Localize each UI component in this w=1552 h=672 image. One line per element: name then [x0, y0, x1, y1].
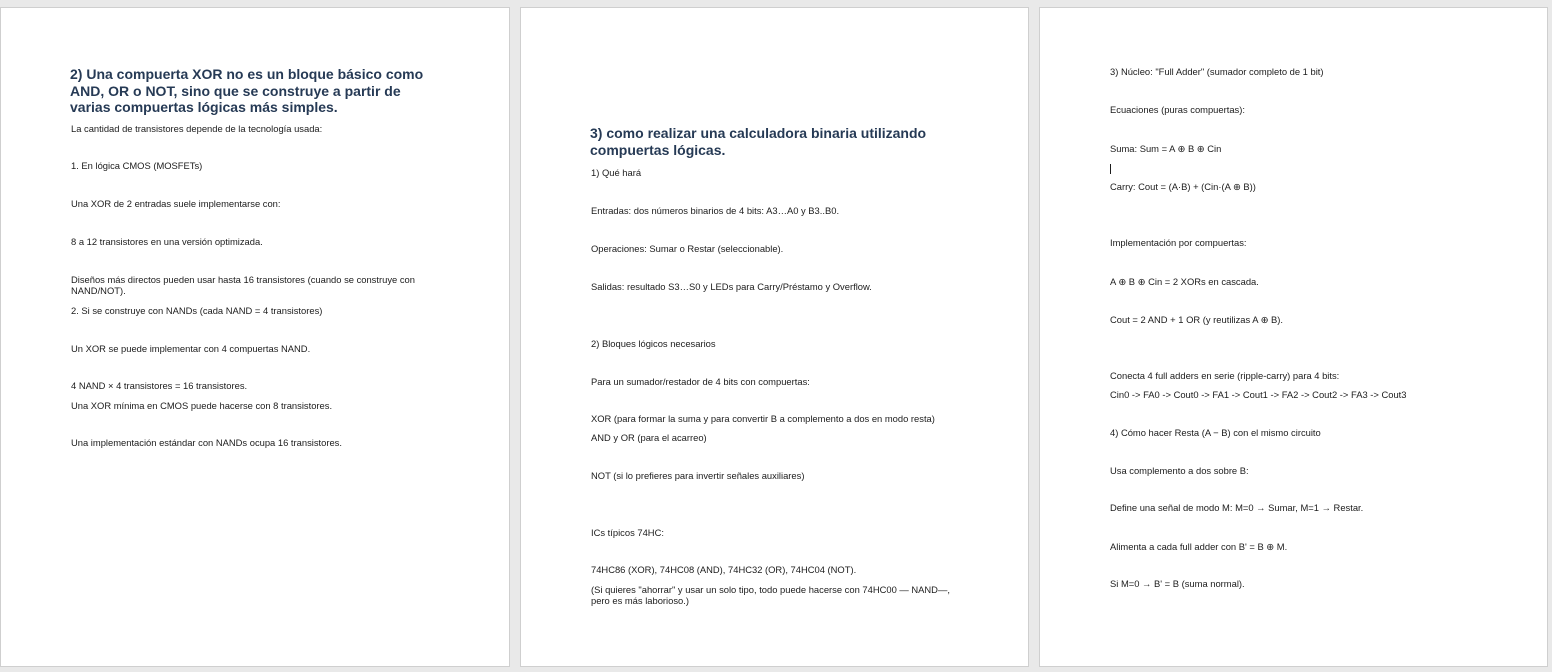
paragraph: 2. Si se construye con NANDs (cada NAND = 4 transistores)	[71, 305, 323, 316]
paragraph: Define una señal de modo M: M=0 → Sumar, M=1 → Restar.	[1110, 502, 1364, 513]
paragraph: (Si quieres "ahorrar" y usar un solo tipo, todo puede hacerse con 74HC00 — NAND—, pero es más laborioso.)	[591, 584, 950, 606]
paragraph: Si M=0 → B' = B (suma normal).	[1110, 578, 1245, 589]
section-heading-calculator: 3) como realizar una calculadora binaria utilizando compuertas lógicas.	[590, 125, 927, 158]
paragraph: XOR (para formar la suma y para convertir B a complemento a dos en modo resta)	[591, 413, 935, 424]
paragraph: Una implementación estándar con NANDs ocupa 16 transistores.	[71, 437, 342, 448]
paragraph: ICs típicos 74HC:	[591, 527, 664, 538]
paragraph: Cin0 -> FA0 -> Cout0 -> FA1 -> Cout1 -> FA2 -> Cout2 -> FA3 -> Cout3	[1110, 389, 1407, 400]
paragraph: Suma: Sum = A ⊕ B ⊕ Cin	[1110, 143, 1222, 154]
paragraph: Usa complemento a dos sobre B:	[1110, 465, 1249, 476]
document-page-3[interactable]	[1039, 7, 1548, 667]
paragraph: La cantidad de transistores depende de la tecnología usada:	[71, 123, 323, 134]
paragraph: Salidas: resultado S3…S0 y LEDs para Carry/Préstamo y Overflow.	[591, 281, 872, 292]
paragraph: 1) Qué hará	[591, 167, 642, 178]
paragraph: Conecta 4 full adders en serie (ripple-carry) para 4 bits:	[1110, 370, 1340, 381]
paragraph: Diseños más directos pueden usar hasta 16 transistores (cuando se construye con NAND/NOT).	[71, 274, 415, 296]
paragraph: Carry: Cout = (A·B) + (Cin·(A ⊕ B))	[1110, 181, 1256, 192]
paragraph: Entradas: dos números binarios de 4 bits: A3…A0 y B3..B0.	[591, 205, 840, 216]
paragraph: 4 NAND × 4 transistores = 16 transistores.	[71, 380, 248, 391]
paragraph: A ⊕ B ⊕ Cin = 2 XORs en cascada.	[1110, 276, 1259, 287]
paragraph: Alimenta a cada full adder con B' = B ⊕ M.	[1110, 541, 1288, 552]
paragraph: 4) Cómo hacer Resta (A − B) con el mismo circuito	[1110, 427, 1321, 438]
paragraph: 74HC86 (XOR), 74HC08 (AND), 74HC32 (OR), 74HC04 (NOT).	[591, 564, 857, 575]
paragraph: Para un sumador/restador de 4 bits con compuertas:	[591, 376, 810, 387]
paragraph: 1. En lógica CMOS (MOSFETs)	[71, 160, 203, 171]
paragraph: Operaciones: Sumar o Restar (seleccionable).	[591, 243, 784, 254]
document-page-1[interactable]	[0, 7, 510, 667]
paragraph: Una XOR mínima en CMOS puede hacerse con 8 transistores.	[71, 400, 333, 411]
paragraph: 8 a 12 transistores en una versión optimizada.	[71, 236, 263, 247]
paragraph: Implementación por compuertas:	[1110, 237, 1247, 248]
paragraph: Un XOR se puede implementar con 4 compuertas NAND.	[71, 343, 311, 354]
paragraph: Ecuaciones (puras compuertas):	[1110, 104, 1245, 115]
paragraph: AND y OR (para el acarreo)	[591, 432, 707, 443]
section-heading-xor: 2) Una compuerta XOR no es un bloque básico como AND, OR o NOT, sino que se construye a partir de varias compuertas lógicas más simples.	[70, 66, 424, 115]
text-cursor	[1110, 164, 1111, 174]
paragraph: Una XOR de 2 entradas suele implementarse con:	[71, 198, 281, 209]
paragraph: 2) Bloques lógicos necesarios	[591, 338, 716, 349]
paragraph: NOT (si lo prefieres para invertir señales auxiliares)	[591, 470, 805, 481]
paragraph: 3) Núcleo: "Full Adder" (sumador completo de 1 bit)	[1110, 66, 1324, 77]
paragraph: Cout = 2 AND + 1 OR (y reutilizas A ⊕ B).	[1110, 314, 1284, 325]
document-page-2[interactable]	[520, 7, 1029, 667]
